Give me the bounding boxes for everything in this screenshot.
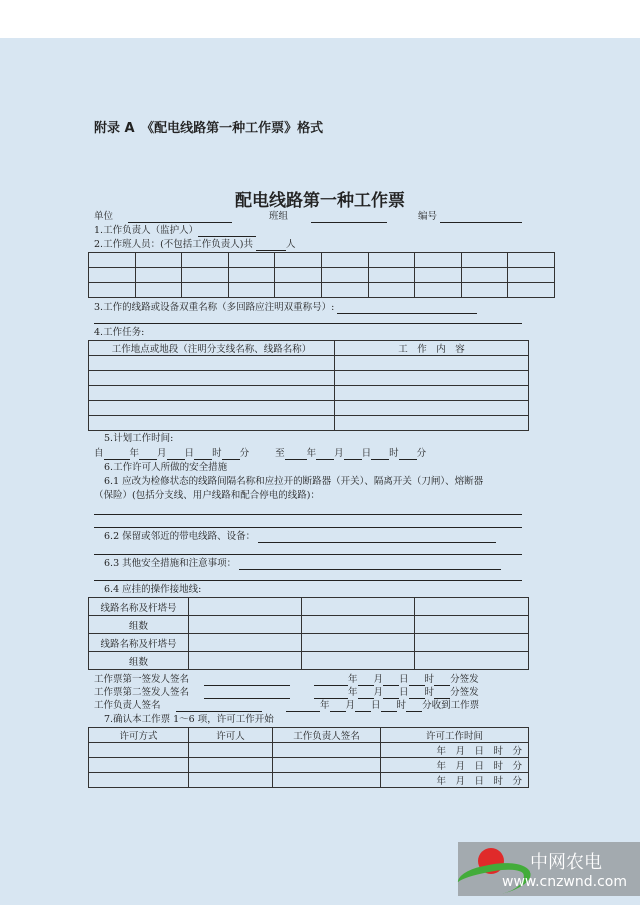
blank (239, 559, 501, 570)
blank (381, 701, 397, 712)
blank (316, 449, 334, 460)
item-6: 6.工作许可人所做的安全措施 (104, 462, 228, 473)
sign-2-label: 工作票第二签发人签名 (94, 687, 190, 698)
hour-label: 时 (396, 700, 407, 711)
blank (409, 688, 425, 699)
blank (167, 449, 185, 460)
blank (434, 675, 450, 686)
number-label: 编号 (418, 211, 438, 222)
blank (204, 688, 290, 699)
sign-3-label: 工作负责人签名 (94, 700, 161, 711)
rule (94, 527, 522, 528)
item-1-text: 1.工作负责人（监护人） (94, 225, 199, 236)
blank (314, 688, 348, 699)
hour-label: 时 (424, 674, 435, 685)
document-title: 配电线路第一种工作票 (235, 191, 405, 211)
permit-time-cell: 年 月 日 时 分 (381, 743, 529, 758)
watermark-url: www.cnzwnd.com (502, 874, 627, 890)
sign-row-2 (94, 687, 479, 699)
blank (222, 449, 240, 460)
blank (204, 675, 290, 686)
hour-label: 时 (212, 448, 222, 459)
blank (383, 675, 399, 686)
minute-label: 分 (416, 448, 427, 459)
permit-header-time: 许可工作时间 (381, 728, 529, 743)
blank (104, 449, 130, 460)
month-label: 月 (345, 700, 356, 711)
ground-row-label: 组数 (89, 616, 189, 634)
item-6-1-cont: （保险）(包括分支线、用户线路和配合停电的线路)： (94, 490, 320, 501)
year-label: 年 (348, 674, 358, 685)
blank (330, 701, 346, 712)
blank (399, 449, 417, 460)
rule (94, 580, 522, 581)
from-label: 自 (94, 448, 104, 459)
grounding-table (88, 597, 529, 670)
ground-row-label: 组数 (89, 652, 189, 670)
rule (94, 323, 522, 324)
permit-time-cell: 年 月 日 时 分 (381, 773, 529, 788)
blank (314, 675, 348, 686)
blank (434, 688, 450, 699)
item-6-3 (104, 558, 501, 570)
item-4: 4.工作任务: (94, 327, 145, 338)
team-blank (311, 212, 387, 223)
issued-label: 分签发 (450, 687, 479, 698)
permit-header-method: 许可方式 (89, 728, 189, 743)
blank (286, 701, 320, 712)
blank (194, 449, 212, 460)
permit-table (88, 727, 529, 788)
blank (371, 449, 389, 460)
crew-count-blank (256, 240, 286, 251)
item-7: 7.确认本工作票 1～6 项，许可工作开始 (104, 714, 274, 725)
planned-time-row (94, 448, 426, 460)
received-label: 分收到工作票 (422, 700, 480, 711)
unit-blank (128, 212, 232, 223)
watermark-name: 中网农电 (530, 852, 602, 873)
item-6-3-text: 6.3 其他安全措施和注意事项： (104, 558, 237, 569)
month-label: 月 (373, 674, 384, 685)
item-3-text: 3.工作的线路或设备双重名称（多回路应注明双重称号）: (94, 302, 335, 313)
team-field (269, 211, 387, 223)
month-label: 月 (373, 687, 384, 698)
item-6-4: 6.4 应挂的操作接地线: (104, 584, 202, 595)
item-2 (94, 239, 296, 251)
number-blank (440, 212, 522, 223)
year-label: 年 (129, 448, 140, 459)
day-label: 日 (399, 687, 409, 698)
item-3 (94, 302, 477, 314)
leader-blank (198, 226, 256, 237)
hour-label: 时 (389, 448, 399, 459)
blank (139, 449, 157, 460)
hour-label: 时 (424, 687, 435, 698)
blank (176, 701, 262, 712)
unit-field (94, 211, 232, 223)
year-label: 年 (320, 700, 330, 711)
crew-table (88, 252, 555, 298)
month-label: 月 (334, 448, 344, 459)
month-label: 月 (157, 448, 167, 459)
blank (383, 688, 399, 699)
blank (344, 449, 362, 460)
task-col-content: 工 作 内 容 (335, 341, 529, 356)
item-2-unit: 人 (286, 239, 296, 250)
permit-header-signature: 工作负责人签名 (273, 728, 381, 743)
blank (358, 688, 374, 699)
item-5: 5.计划工作时间: (104, 433, 174, 444)
unit-label: 单位 (94, 211, 114, 222)
permit-header-permitter: 许可人 (189, 728, 273, 743)
day-label: 日 (184, 448, 195, 459)
number-field (418, 211, 522, 223)
item-6-2 (104, 531, 496, 543)
year-label: 年 (348, 687, 358, 698)
line-name-blank (337, 303, 477, 314)
day-label: 日 (399, 674, 409, 685)
item-2-text: 2.工作班人员：(不包括工作负责人)共 (94, 239, 253, 250)
to-label: 至 (275, 448, 285, 459)
minute-label: 分 (239, 448, 250, 459)
appendix-heading: 附录 A 《配电线路第一种工作票》格式 (94, 121, 324, 136)
item-6-2-text: 6.2 保留或邻近的带电线路、设备： (104, 531, 256, 542)
sign-row-1 (94, 674, 479, 686)
day-label: 日 (361, 448, 372, 459)
ground-row-label: 线路名称及杆塔号 (89, 598, 189, 616)
blank (358, 675, 374, 686)
blank (409, 675, 425, 686)
sign-row-3 (94, 700, 479, 712)
blank (355, 701, 371, 712)
blank (406, 701, 422, 712)
rule (94, 554, 522, 555)
blank (285, 449, 307, 460)
blank (258, 532, 496, 543)
task-table (88, 340, 529, 431)
task-col-location: 工作地点或地段（注明分支线名称、线路名称） (89, 341, 335, 356)
item-1 (94, 225, 256, 237)
year-label: 年 (306, 448, 317, 459)
issued-label: 分签发 (450, 674, 479, 685)
sign-1-label: 工作票第一签发人签名 (94, 674, 190, 685)
ground-row-label: 线路名称及杆塔号 (89, 634, 189, 652)
permit-time-cell: 年 月 日 时 分 (381, 758, 529, 773)
day-label: 日 (371, 700, 381, 711)
rule (94, 514, 522, 515)
team-label: 班组 (269, 211, 289, 222)
item-6-1: 6.1 应改为检修状态的线路间隔名称和应拉开的断路器（开关）、隔离开关（刀闸）、熔断器 (104, 476, 484, 487)
